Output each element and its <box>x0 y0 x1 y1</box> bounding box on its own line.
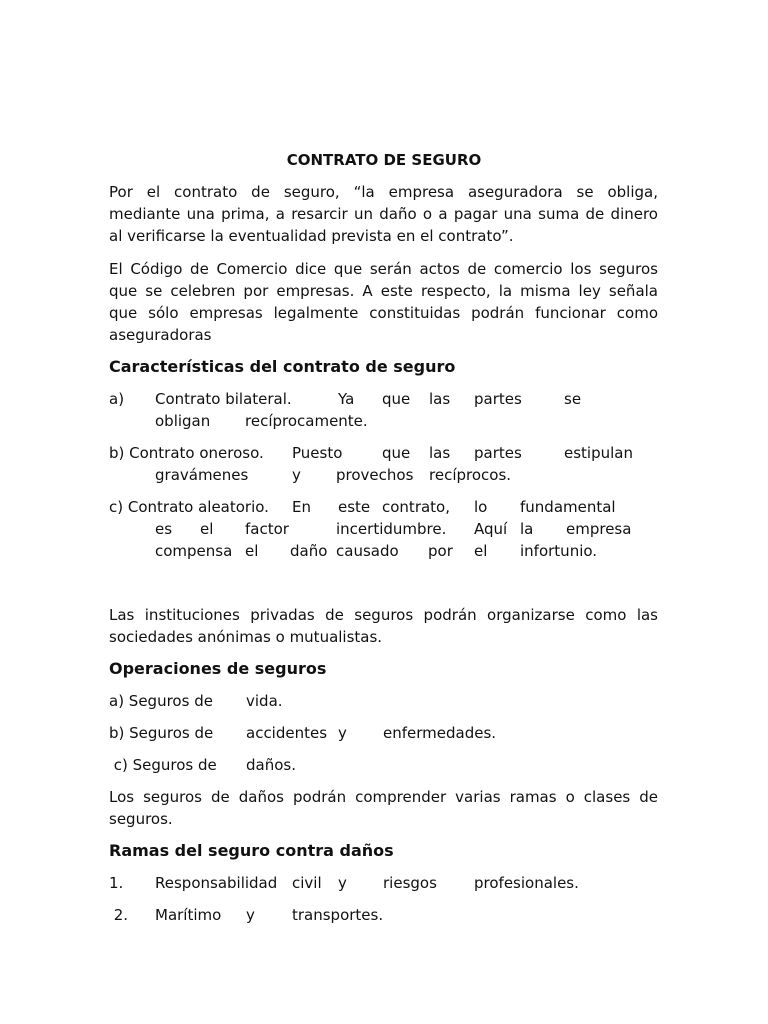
list-text: y <box>338 724 347 742</box>
list-text: obligan <box>155 412 211 430</box>
list-text: que <box>382 444 411 462</box>
list-text: el <box>245 542 259 560</box>
list-text: y <box>292 466 301 484</box>
list-text: En <box>292 498 311 516</box>
list-text: c) Contrato aleatorio. <box>109 498 269 516</box>
paragraph-line: seguros. <box>109 810 173 828</box>
paragraph-line: aseguradoras <box>109 326 212 344</box>
list-text: b) Contrato oneroso. <box>109 444 264 462</box>
list-text: incertidumbre. <box>336 520 447 538</box>
list-text: Ya <box>338 390 355 408</box>
list-text: partes <box>474 390 522 408</box>
list-text: la <box>520 520 534 538</box>
paragraph-line: Por el contrato de seguro, “la empresa aseguradora se obliga, <box>109 183 658 201</box>
list-text: vida. <box>246 692 283 710</box>
list-text: b) Seguros de <box>109 724 214 742</box>
list-text: las <box>429 390 451 408</box>
list-text: infortunio. <box>520 542 598 560</box>
list-text: se <box>564 390 582 408</box>
list-text: accidentes <box>246 724 328 742</box>
list-marker: 2. <box>109 906 129 924</box>
paragraph-definition <box>109 181 658 247</box>
list-text: Puesto <box>292 444 343 462</box>
list-text: el <box>474 542 488 560</box>
paragraph-codigo-comercio <box>109 258 658 346</box>
list-text: recíprocos. <box>429 466 512 484</box>
list-text: Responsabilidad <box>155 874 278 892</box>
paragraph-ramas <box>109 786 658 830</box>
list-text: provechos <box>336 466 414 484</box>
heading-caracteristicas: Características del contrato de seguro <box>109 357 456 376</box>
paragraph-instituciones <box>109 604 658 648</box>
paragraph-line: Los seguros de daños podrán comprender varias ramas o clases de <box>109 788 658 806</box>
list-text: daño <box>290 542 328 560</box>
list-text: lo <box>474 498 488 516</box>
list-text: a) Seguros de <box>109 692 213 710</box>
list-text: es <box>155 520 173 538</box>
list-text: y <box>246 906 255 924</box>
list-text: fundamental <box>520 498 616 516</box>
list-text: recíprocamente. <box>245 412 368 430</box>
list-text: transportes. <box>292 906 384 924</box>
list-text: y <box>338 874 347 892</box>
list-text: compensa <box>155 542 233 560</box>
paragraph-line: El Código de Comercio dice que serán actos de comercio los seguros <box>109 260 658 278</box>
heading-ramas: Ramas del seguro contra daños <box>109 841 394 860</box>
list-text: Contrato bilateral. <box>155 390 292 408</box>
paragraph-line: al verificarse la eventualidad prevista en el contrato”. <box>109 227 514 245</box>
list-text: c) Seguros de <box>109 756 217 774</box>
list-marker: 1. <box>109 874 124 892</box>
list-text: causado <box>336 542 399 560</box>
list-text: este <box>338 498 371 516</box>
list-text: partes <box>474 444 522 462</box>
list-marker: a) <box>109 390 125 408</box>
list-text: que <box>382 390 411 408</box>
list-text: factor <box>245 520 289 538</box>
heading-operaciones: Operaciones de seguros <box>109 659 327 678</box>
paragraph-line: que sólo empresas legalmente constituidas podrán funcionar como <box>109 304 658 322</box>
paragraph-line: mediante una prima, a resarcir un daño o a pagar una suma de dinero <box>109 205 658 223</box>
list-text: riesgos <box>383 874 437 892</box>
paragraph-line: Las instituciones privadas de seguros podrán organizarse como las <box>109 606 658 624</box>
list-text: el <box>200 520 214 538</box>
list-text: Aquí <box>474 520 508 538</box>
list-text: profesionales. <box>474 874 579 892</box>
paragraph-line: que se celebren por empresas. A este respecto, la misma ley señala <box>109 282 658 300</box>
list-text: Marítimo <box>155 906 222 924</box>
list-text: empresa <box>566 520 632 538</box>
list-text: estipulan <box>564 444 633 462</box>
list-text: por <box>428 542 453 560</box>
list-text: enfermedades. <box>383 724 497 742</box>
list-text: daños. <box>246 756 296 774</box>
list-text: civil <box>292 874 322 892</box>
list-text: gravámenes <box>155 466 249 484</box>
document-title: CONTRATO DE SEGURO <box>286 151 482 169</box>
list-text: contrato, <box>382 498 450 516</box>
paragraph-line: sociedades anónimas o mutualistas. <box>109 628 383 646</box>
list-text: las <box>429 444 451 462</box>
